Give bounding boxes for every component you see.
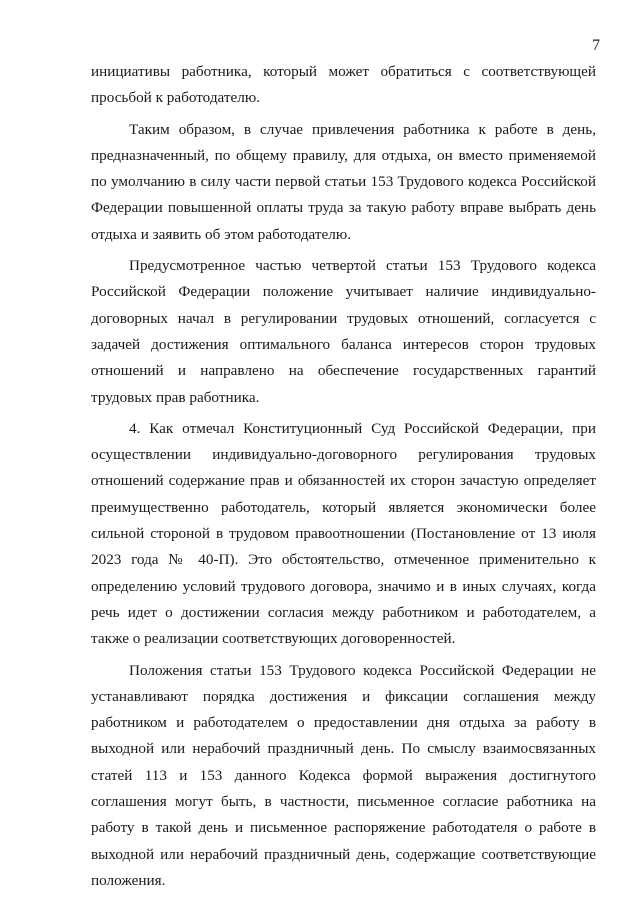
paragraph-day-off-choice: Таким образом, в случае привлечения работника к работе в день, предназначенный, по общему правилу, для отдыха, он вместо применяемой по умолчанию в силу части первой статьи 153 Трудового кодекса Российской Федерации повышенной оплаты труда за такую работу вправе выбрать день отдыха и заявить об этом работодателю. <box>91 120 596 243</box>
page-number: 7 <box>592 37 600 54</box>
paragraph-continuation: инициативы работника, который может обратиться с соответствующей просьбой к работодателю. <box>91 63 596 107</box>
paragraph-article-153: Положения статьи 153 Трудового кодекса Российской Федерации не устанавливают порядка достижения и фиксации соглашения между работником и работодателем о предоставлении дня отдыха за работу в выходной или нерабочий праздничный день. По смыслу взаимосвязанных статей 113 и 153 данного Кодекса формой выражения достигнутого соглашения могут быть, в частности, письменное согласие работника на работу в такой день и письменное распоряжение работодателя о работе в выходной или нерабочий праздничный день, содержащие соответствующие положения. <box>91 661 596 889</box>
document-body <box>91 59 596 894</box>
paragraph-individual-contract: Предусмотренное частью четвертой статьи 153 Трудового кодекса Российской Федерации положение учитывает наличие индивидуально-договорных начал в регулировании трудовых отношений, согласуется с задачей достижения оптимального баланса интересов сторон трудовых отношений и направлено на обеспечение государственных гарантий трудовых прав работника. <box>91 257 596 406</box>
paragraph-constitutional-court: 4. Как отмечал Конституционный Суд Российской Федерации, при осуществлении индивидуально-договорного регулирования трудовых отношений содержание прав и обязанностей их сторон зачастую определяет преимущественно работодатель, который является экономически более сильной стороной в трудовом правоотношении (Постановление от 13 июля 2023 года № 40-П). Это обстоятельство, отмеченное применительно к определению условий трудового договора, значимо и в иных случаях, когда речь идет о достижении согласия между работником и работодателем, а также о реализации соответствующих договоренностей. <box>91 419 596 648</box>
